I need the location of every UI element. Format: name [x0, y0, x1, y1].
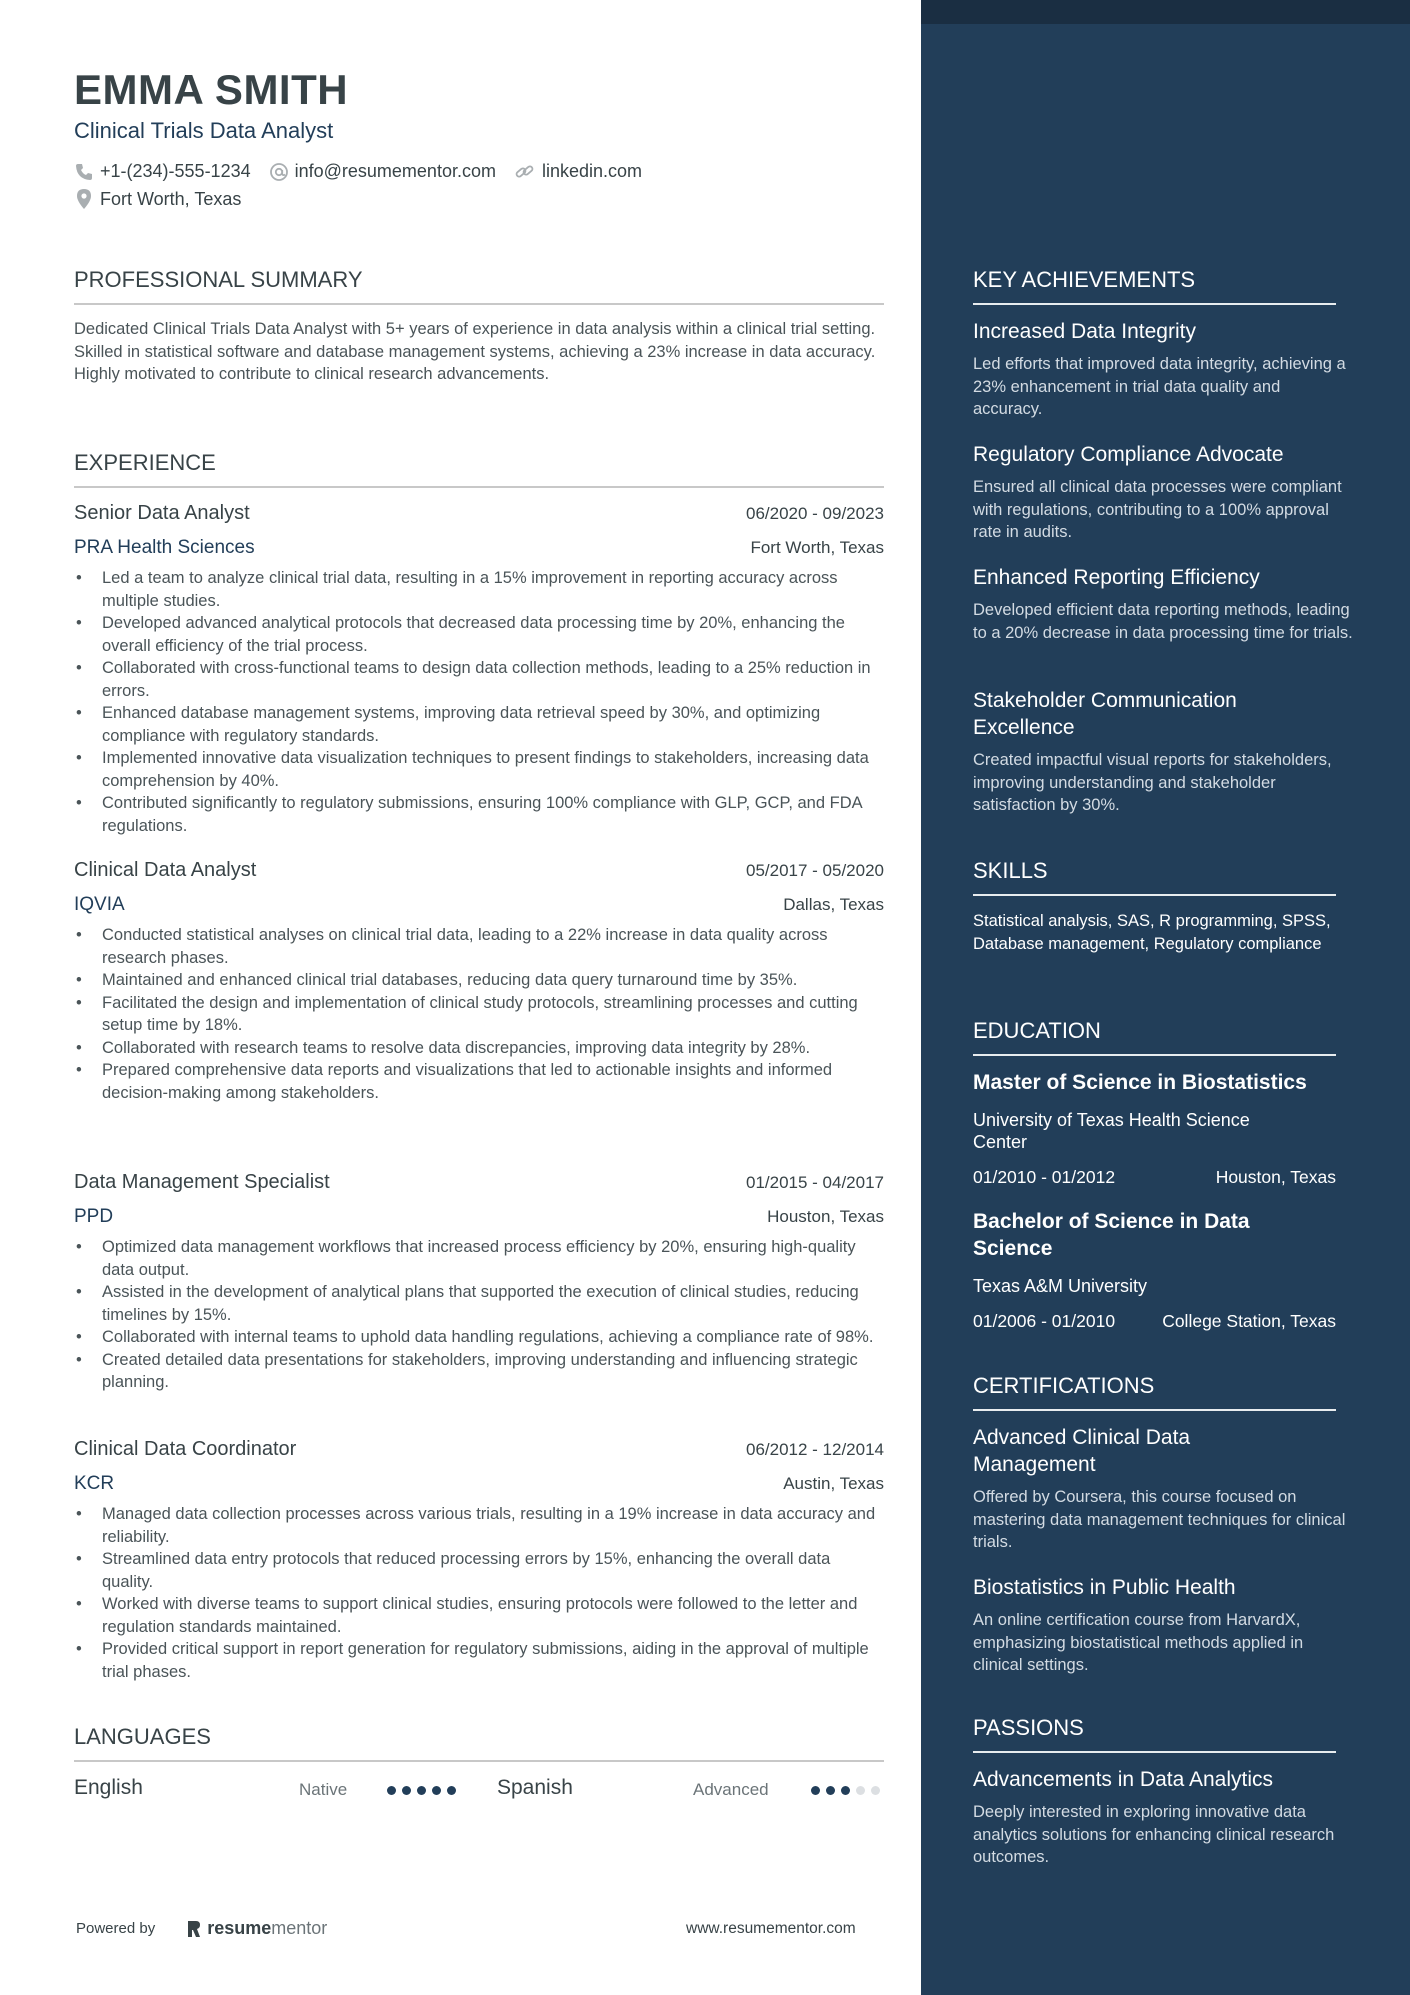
certifications-heading: CERTIFICATIONS	[973, 1373, 1336, 1411]
job-location: Austin, Texas	[783, 1474, 884, 1493]
job-dates: 05/2017 - 05/2020	[745, 861, 884, 880]
list-item: • Contributed significantly to regulatory submissions, ensuring 100% compliance with GLP, GCP, and FDA regulations.	[74, 792, 884, 837]
certification-title: Biostatistics in Public Health	[973, 1576, 1236, 1599]
job-bullets	[74, 1503, 884, 1683]
passions-heading: PASSIONS	[973, 1715, 1336, 1753]
list-item: • Optimized data management workflows that increased process efficiency by 20%, ensuring high-quality data output.	[74, 1236, 884, 1281]
education-heading: EDUCATION	[973, 1018, 1336, 1056]
list-item: • Led a team to analyze clinical trial data, resulting in a 15% improvement in reporting accuracy across multiple studies.	[74, 567, 884, 612]
list-item: • Collaborated with research teams to resolve data discrepancies, improving data integrity by 28%.	[74, 1037, 884, 1060]
certification-title: Advanced Clinical Data Management	[973, 1426, 1191, 1476]
footer-url[interactable]: www.resumementor.com	[686, 1920, 856, 1937]
rating-dot	[871, 1786, 880, 1795]
powered-by-label: Powered by	[76, 1920, 156, 1937]
contact-email[interactable]	[269, 161, 496, 182]
achievement-title: Stakeholder Communication Excellence	[973, 689, 1237, 739]
job-bullets	[74, 924, 884, 1104]
phone-text: +1-(234)-555-1234	[100, 161, 251, 181]
job-role: Clinical Data Analyst	[74, 859, 257, 881]
language-rating	[811, 1786, 886, 1795]
list-item: • Facilitated the design and implementation of clinical study protocols, streamlining processes and cutting setup time by 18%.	[74, 992, 884, 1037]
edu-dates: 01/2010 - 01/2012	[973, 1167, 1116, 1187]
edu-degree: Bachelor of Science in Data Science	[973, 1210, 1250, 1260]
achievement-desc: Ensured all clinical data processes were compliant with regulations, contributing to a 100% approval rate in audits.	[973, 478, 1342, 541]
job-role: Data Management Specialist	[74, 1171, 330, 1193]
passion-desc: Deeply interested in exploring innovative data analytics solutions for enhancing clinical research outcomes.	[973, 1803, 1335, 1866]
job-company-row	[74, 894, 884, 916]
list-item: • Provided critical support in report generation for regulatory submissions, aiding in the approval of multiple trial phases.	[74, 1638, 884, 1683]
candidate-name: EMMA SMITH	[74, 66, 349, 113]
sidebar	[921, 0, 1410, 1995]
edu-location: College Station, Texas	[1162, 1311, 1336, 1331]
edu-location: Houston, Texas	[1215, 1167, 1336, 1187]
job-header	[74, 1171, 884, 1194]
brand-name-bold: resume	[207, 1918, 272, 1938]
job-company: KCR	[74, 1473, 115, 1494]
edu-degree: Master of Science in Biostatistics	[973, 1071, 1307, 1094]
certification-desc: An online certification course from HarvardX, emphasizing biostatistical methods applied in clinical settings.	[973, 1611, 1304, 1674]
achievement-title: Increased Data Integrity	[973, 320, 1196, 343]
summary-heading: PROFESSIONAL SUMMARY	[74, 267, 884, 305]
contact-row	[74, 161, 660, 182]
edu-school: Texas A&M University	[973, 1276, 1148, 1296]
experience-heading: EXPERIENCE	[74, 450, 884, 488]
powered-by	[76, 1918, 327, 1939]
phone-icon	[74, 162, 94, 182]
list-item: • Worked with diverse teams to support clinical studies, ensuring protocols were followed to the letter and regulation standards maintained.	[74, 1593, 884, 1638]
rating-dot	[856, 1786, 865, 1795]
edu-meta	[973, 1167, 1336, 1188]
contact-linkedin[interactable]	[514, 161, 642, 182]
location-text: Fort Worth, Texas	[100, 188, 242, 209]
job-header	[74, 502, 884, 525]
candidate-title: Clinical Trials Data Analyst	[74, 118, 334, 143]
resumementor-logo-icon	[185, 1919, 203, 1939]
achievement-desc: Created impactful visual reports for stakeholders, improving understanding and stakeholder satisfaction by 30%.	[973, 751, 1332, 814]
job-role: Senior Data Analyst	[74, 502, 250, 524]
list-item: • Implemented innovative data visualization techniques to present findings to stakeholders, increasing data comprehension by 40%.	[74, 747, 884, 792]
language-rating	[387, 1786, 462, 1795]
achievement-title: Enhanced Reporting Efficiency	[973, 566, 1260, 589]
edu-school: University of Texas Health Science Center	[973, 1110, 1250, 1152]
job-dates: 06/2012 - 12/2014	[745, 1440, 884, 1459]
list-item: • Developed advanced analytical protocols that decreased data processing time by 20%, enhancing the overall efficiency of the trial process.	[74, 612, 884, 657]
job-dates: 01/2015 - 04/2017	[745, 1173, 884, 1192]
list-item: • Enhanced database management systems, improving data retrieval speed by 30%, and optimizing compliance with regulatory standards.	[74, 702, 884, 747]
list-item: • Managed data collection processes across various trials, resulting in a 19% increase in data accuracy and reliability.	[74, 1503, 884, 1548]
rating-dot	[447, 1786, 456, 1795]
job-location: Fort Worth, Texas	[750, 538, 884, 557]
certification-desc: Offered by Coursera, this course focused on mastering data management techniques for clinical trials.	[973, 1488, 1346, 1551]
languages-row	[74, 1776, 884, 1806]
job-dates: 06/2020 - 09/2023	[745, 504, 884, 523]
rating-dot	[841, 1786, 850, 1795]
list-item: • Collaborated with internal teams to uphold data handling regulations, achieving a compliance rate of 98%.	[74, 1326, 884, 1349]
edu-dates: 01/2006 - 01/2010	[973, 1311, 1116, 1331]
language-name: Spanish	[497, 1776, 573, 1799]
language-level: Advanced	[693, 1780, 769, 1799]
job-location: Houston, Texas	[767, 1207, 884, 1226]
rating-dot	[811, 1786, 820, 1795]
job-company: PRA Health Sciences	[74, 537, 255, 558]
job-header	[74, 1438, 884, 1461]
job-role: Clinical Data Coordinator	[74, 1438, 297, 1460]
brand-name-light: mentor	[271, 1918, 328, 1938]
achievements-heading: KEY ACHIEVEMENTS	[973, 267, 1336, 305]
list-item: • Conducted statistical analyses on clinical trial data, leading to a 22% increase in data quality across research phases.	[74, 924, 884, 969]
brand-logo[interactable]	[185, 1918, 327, 1939]
job-location: Dallas, Texas	[783, 895, 884, 914]
rating-dot	[826, 1786, 835, 1795]
job-company: PPD	[74, 1206, 114, 1227]
achievement-desc: Led efforts that improved data integrity, achieving a 23% enhancement in trial data quality and accuracy.	[973, 355, 1346, 418]
job-company-row	[74, 1473, 884, 1495]
skills-heading: SKILLS	[973, 858, 1336, 896]
language-name: English	[74, 1776, 143, 1799]
rating-dot	[417, 1786, 426, 1795]
contact-location	[74, 188, 241, 210]
location-pin-icon	[74, 188, 94, 210]
list-item: • Assisted in the development of analytical plans that supported the execution of clinical studies, reducing timelines by 15%.	[74, 1281, 884, 1326]
list-item: • Collaborated with cross-functional teams to design data collection methods, leading to a 25% reduction in errors.	[74, 657, 884, 702]
job-company-row	[74, 1206, 884, 1228]
list-item: • Created detailed data presentations for stakeholders, improving understanding and influencing strategic planning.	[74, 1349, 884, 1394]
email-text: info@resumementor.com	[294, 161, 496, 181]
achievement-desc: Developed efficient data reporting methods, leading to a 20% decrease in data processing time for trials.	[973, 601, 1353, 642]
rating-dot	[432, 1786, 441, 1795]
sidebar-top-bar	[921, 0, 1410, 24]
job-company: IQVIA	[74, 894, 125, 915]
link-icon	[514, 162, 536, 182]
passion-title: Advancements in Data Analytics	[973, 1768, 1273, 1791]
contact-row-2	[74, 188, 259, 210]
list-item: • Prepared comprehensive data reports and visualizations that led to actionable insights and informed decision-making among stakeholders.	[74, 1059, 884, 1104]
job-company-row	[74, 537, 884, 559]
edu-meta	[973, 1311, 1336, 1332]
achievement-title: Regulatory Compliance Advocate	[973, 443, 1284, 466]
job-header	[74, 859, 884, 882]
list-item: • Maintained and enhanced clinical trial databases, reducing data query turnaround time by 35%.	[74, 969, 884, 992]
job-bullets	[74, 1236, 884, 1394]
rating-dot	[402, 1786, 411, 1795]
skills-text: Statistical analysis, SAS, R programming, SPSS, Database management, Regulatory compliance	[973, 912, 1331, 953]
list-item: • Streamlined data entry protocols that reduced processing errors by 15%, enhancing the overall data quality.	[74, 1548, 884, 1593]
at-icon	[269, 162, 289, 182]
linkedin-text: linkedin.com	[541, 161, 643, 181]
languages-heading: LANGUAGES	[74, 1724, 884, 1762]
summary-text: Dedicated Clinical Trials Data Analyst with 5+ years of experience in data analysis within a clinical trial setting. Skilled in statistical software and database management systems, achieving a 23% increase in data accuracy. Highly motivated to contribute to clinical research advancements.	[74, 320, 876, 383]
language-level: Native	[299, 1780, 348, 1799]
rating-dot	[387, 1786, 396, 1795]
contact-phone[interactable]	[74, 161, 251, 182]
job-bullets	[74, 567, 884, 837]
